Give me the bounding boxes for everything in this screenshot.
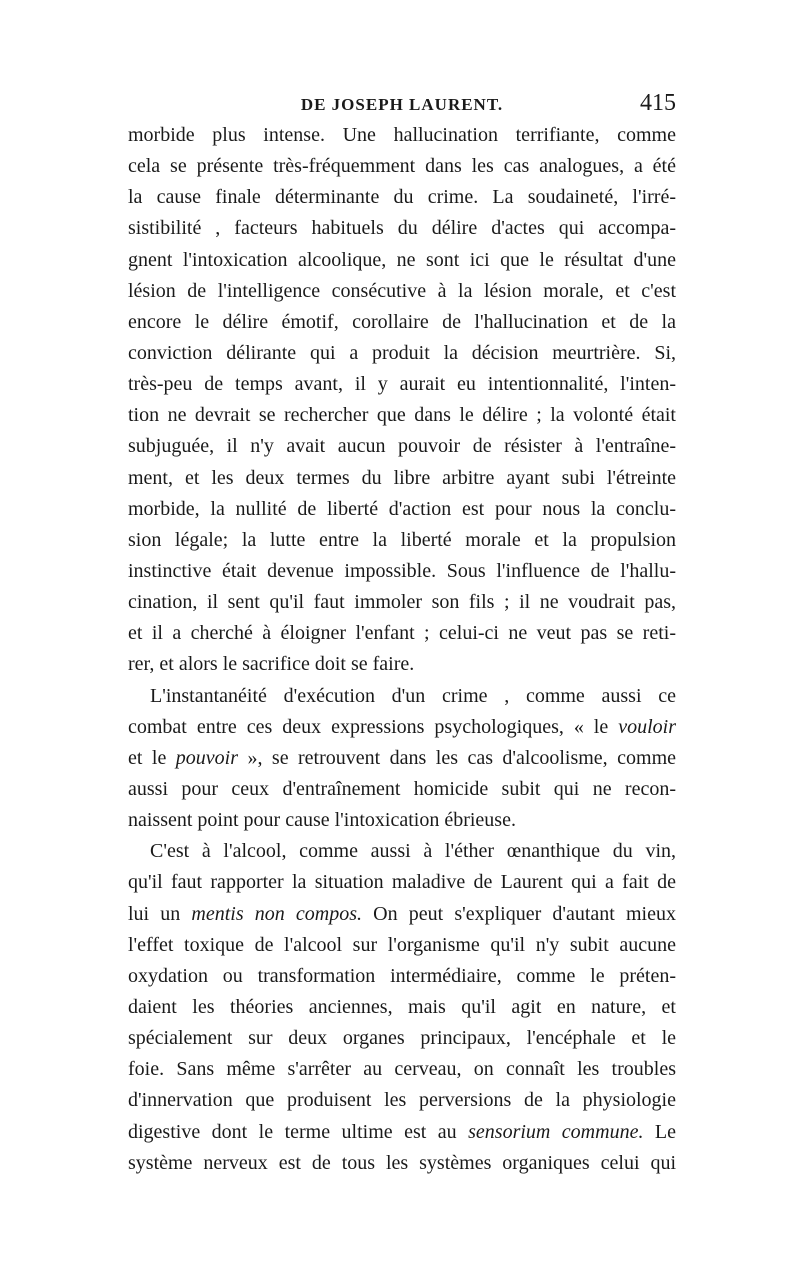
text-line: daient les théories anciennes, mais qu'il agit en nature, et <box>128 995 676 1018</box>
text-line: C'est à l'alcool, comme aussi à l'éther œnanthique du vin, <box>150 840 676 863</box>
text-line: cination, il sent qu'il faut immoler son fils ; il ne voudrait pas, <box>128 591 676 614</box>
text-segment: digestive dont le terme ultime est au <box>128 1120 469 1143</box>
text-line: aussi pour ceux d'entraînement homicide subit qui ne recon- <box>128 777 676 800</box>
text-segment: », se retrouvent dans les cas d'alcoolisme, comme <box>238 746 676 769</box>
text-line: instinctive était devenue impossible. Sous l'influence de l'hallu- <box>128 559 676 582</box>
text-line: ment, et les deux termes du libre arbitre ayant subi l'étreinte <box>128 466 676 489</box>
running-title: DE JOSEPH LAURENT. <box>300 95 504 114</box>
text-line: sion légale; la lutte entre la liberté morale et la propulsion <box>128 528 676 551</box>
text-line: L'instantanéité d'exécution d'un crime , comme aussi ce <box>150 684 676 707</box>
body-text <box>128 120 676 1179</box>
text-line: et il a cherché à éloigner l'enfant ; celui-ci ne veut pas se reti- <box>128 622 676 645</box>
text-line: cela se présente très-fréquemment dans les cas analogues, a été <box>128 155 676 178</box>
text-segment: lui un <box>128 902 192 925</box>
text-line: tion ne devrait se rechercher que dans le délire ; la volonté était <box>128 404 676 427</box>
text-line: encore le délire émotif, corollaire de l'hallucination et de la <box>128 310 676 333</box>
text-line: rer, et alors le sacrifice doit se faire. <box>128 653 415 676</box>
text-line: naissent point pour cause l'intoxication ébrieuse. <box>128 809 516 832</box>
text-line: très-peu de temps avant, il y aurait eu intentionnalité, l'inten- <box>128 373 676 396</box>
text-line: oxydation ou transformation intermédiaire, comme le préten- <box>128 964 676 987</box>
italic-term: sensorium commune. <box>468 1120 644 1143</box>
text-line: la cause finale déterminante du crime. La soudaineté, l'irré- <box>128 186 676 209</box>
text-line: foie. Sans même s'arrêter au cerveau, on connaît les troubles <box>128 1058 676 1081</box>
text-line: qu'il faut rapporter la situation maladive de Laurent qui a fait de <box>128 871 676 894</box>
text-segment: combat entre ces deux expressions psychologiques, « le <box>128 715 619 738</box>
text-line: gnent l'intoxication alcoolique, ne sont ici que le résultat d'une <box>128 248 676 271</box>
text-segment: et le <box>128 746 176 769</box>
text-line: d'innervation que produisent les perversions de la physiologie <box>128 1089 676 1112</box>
italic-term: vouloir <box>618 715 676 738</box>
text-line <box>128 1117 676 1148</box>
text-segment: Le <box>643 1120 676 1143</box>
page-number: 415 <box>640 90 676 116</box>
text-line: conviction délirante qui a produit la décision meurtrière. Si, <box>128 341 676 364</box>
text-line: spécialement sur deux organes principaux, l'encéphale et le <box>128 1027 676 1050</box>
text-line: morbide plus intense. Une hallucination terrifiante, comme <box>128 124 676 146</box>
page-header <box>128 92 676 118</box>
italic-term: pouvoir <box>175 746 238 769</box>
text-line <box>128 743 676 774</box>
italic-term: mentis non compos. <box>191 902 363 925</box>
text-segment: On peut s'expliquer d'autant mieux <box>362 902 676 925</box>
text-line: sistibilité , facteurs habituels du délire d'actes qui accompa- <box>128 217 676 240</box>
text-line: lésion de l'intelligence consécutive à la lésion morale, et c'est <box>128 279 676 302</box>
text-line: l'effet toxique de l'alcool sur l'organisme qu'il n'y subit aucune <box>128 933 676 956</box>
text-line: système nerveux est de tous les systèmes organiques celui qui <box>128 1151 676 1174</box>
text-line: subjuguée, il n'y avait aucun pouvoir de résister à l'entraîne- <box>128 435 676 458</box>
text-line: morbide, la nullité de liberté d'action est pour nous la conclu- <box>128 497 676 520</box>
text-line <box>128 712 676 743</box>
text-line <box>128 899 676 930</box>
